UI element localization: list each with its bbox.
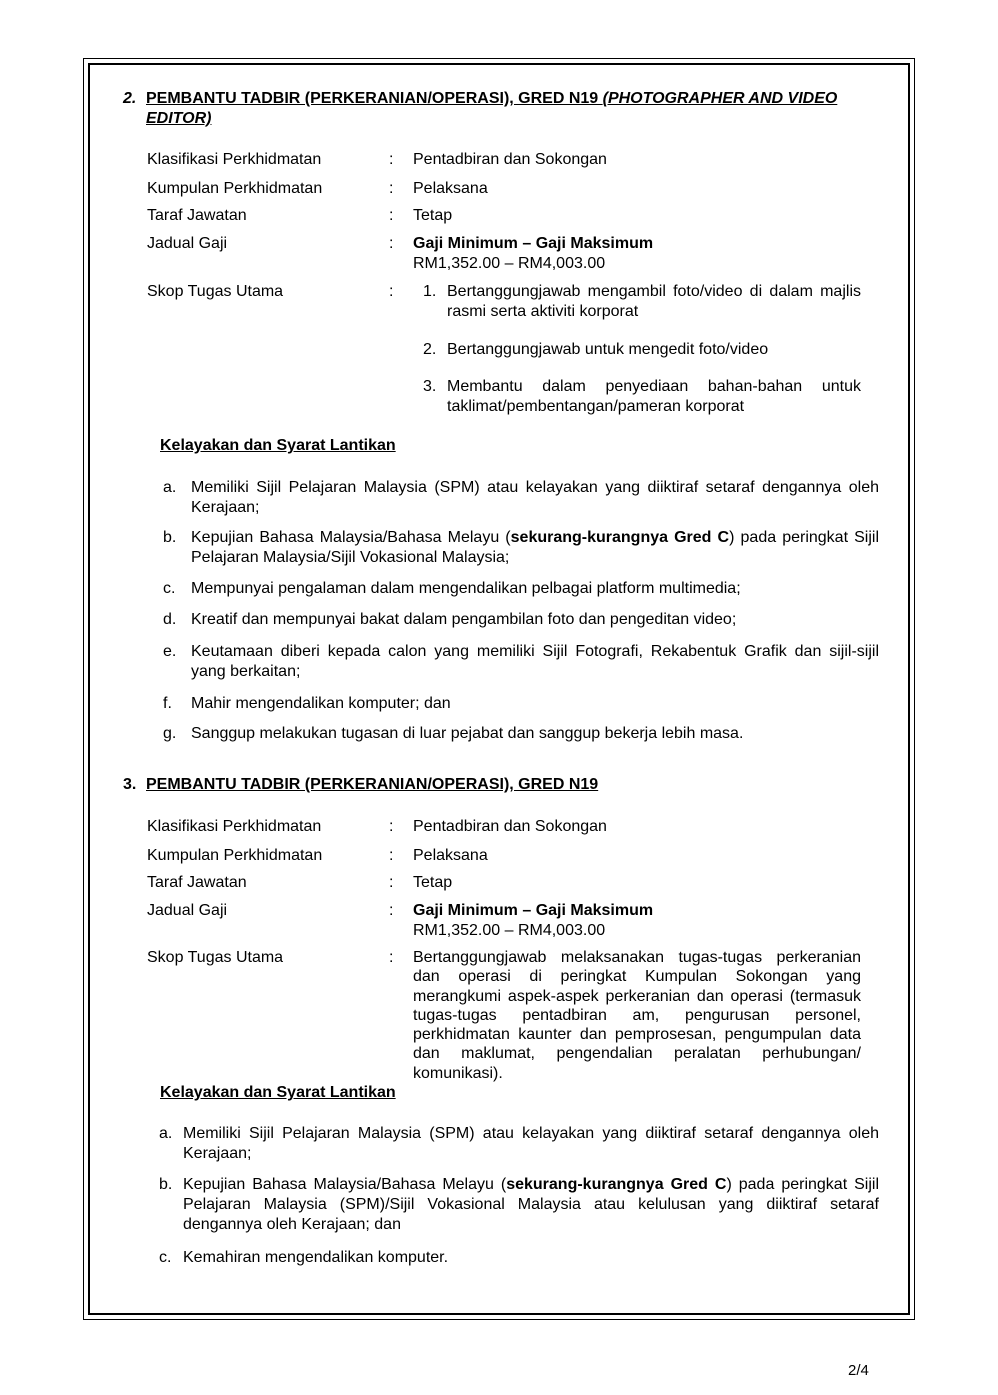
s3-gaji-range: RM1,352.00 – RM4,003.00 <box>413 922 606 939</box>
colon: : <box>389 818 394 835</box>
qual-label: e. <box>163 643 177 660</box>
s2-klasifikasi-value: Pentadbiran dan Sokongan <box>413 151 607 168</box>
task-text: Bertanggungjawab untuk mengedit foto/video <box>447 341 769 358</box>
s3-taraf-value: Tetap <box>413 874 453 891</box>
page-number: 2/4 <box>848 1362 869 1379</box>
colon: : <box>389 902 394 919</box>
s3-skop-label: Skop Tugas Utama <box>147 949 284 966</box>
s2-jadual-value <box>413 234 861 274</box>
task-text: Bertanggungjawab mengambil foto/video di dalam majlis rasmi serta aktiviti korporat <box>447 283 861 320</box>
s2-taraf-value: Tetap <box>413 207 453 224</box>
task-number: 3. <box>423 378 437 395</box>
colon: : <box>389 847 394 864</box>
qual-label: d. <box>163 611 177 628</box>
qual-text: Keutamaan diberi kepada calon yang memiliki Sijil Fotografi, Rekabentuk Grafik dan sijil-sijil yang berkaitan; <box>191 643 879 680</box>
s3-klasifikasi-label: Klasifikasi Perkhidmatan <box>147 818 322 835</box>
qual-text: Mahir mengendalikan komputer; dan <box>191 695 451 712</box>
s2-jadual-label: Jadual Gaji <box>147 235 228 252</box>
task-number: 1. <box>423 283 437 300</box>
colon: : <box>389 949 394 966</box>
qual-label: c. <box>159 1249 172 1266</box>
qual-label: b. <box>163 529 177 546</box>
s3-gaji-heading: Gaji Minimum – Gaji Maksimum <box>413 902 654 919</box>
s2-qualifications-heading: Kelayakan dan Syarat Lantikan <box>160 437 396 454</box>
s3-klasifikasi-value: Pentadbiran dan Sokongan <box>413 818 607 835</box>
qual-text: Mempunyai pengalaman dalam mengendalikan pelbagai platform multimedia; <box>191 580 741 597</box>
s3-taraf-label: Taraf Jawatan <box>147 874 247 891</box>
qual-text: Kemahiran mengendalikan komputer. <box>183 1249 449 1266</box>
section-2-number: 2. <box>123 90 137 107</box>
s2-kumpulan-value: Pelaksana <box>413 180 488 197</box>
task-text: Membantu dalam penyediaan bahan-bahan untuk taklimat/pembentangan/pameran korporat <box>447 378 861 415</box>
colon: : <box>389 207 394 224</box>
task-number: 2. <box>423 341 437 358</box>
section-3-number: 3. <box>123 776 137 793</box>
qual-label: g. <box>163 725 177 742</box>
qual-label: c. <box>163 580 176 597</box>
s2-gaji-heading: Gaji Minimum – Gaji Maksimum <box>413 235 654 252</box>
qual-text: Kepujian Bahasa Malaysia/Bahasa Melayu (sekurang-kurangnya Gred C) pada peringkat Sijil Pelajaran Malaysia/Sijil Vokasional Malaysia; <box>191 529 880 566</box>
colon: : <box>389 235 394 252</box>
qual-text: Sanggup melakukan tugasan di luar pejabat dan sanggup bekerja lebih masa. <box>191 725 744 742</box>
colon: : <box>389 151 394 168</box>
section-2-title: PEMBANTU TADBIR (PERKERANIAN/OPERASI), GRED N19 (PHOTOGRAPHER AND VIDEO EDITOR) <box>146 90 838 127</box>
qual-text: Memiliki Sijil Pelajaran Malaysia (SPM) atau kelayakan yang diiktiraf setaraf dengannya oleh Kerajaan; <box>191 479 879 516</box>
qual-text: Kepujian Bahasa Malaysia/Bahasa Melayu (sekurang-kurangnya Gred C) pada peringkat Sijil Pelajaran Malaysia (SPM)/Sijil Vokasional Malaysia atau kelulusan yang diiktiraf setaraf dengannya oleh Kerajaan; dan <box>183 1176 879 1233</box>
s3-jadual-label: Jadual Gaji <box>147 902 228 919</box>
qual-label: a. <box>163 479 177 496</box>
s3-skop-value: Bertanggungjawab melaksanakan tugas-tugas perkeranian dan operasi di peringkat Kumpulan Sokongan yang merangkumi aspek-aspek perkeranian dan operasi (termasuk tugas-tugas pentadbiran am, pengurusan personel, perkhidmatan kaunter dan pemprosesan, pengumpulan data dan maklumat, pengendalian peralatan perhubungan/ komunikasi). <box>413 949 861 1082</box>
colon: : <box>389 874 394 891</box>
qual-text: Memiliki Sijil Pelajaran Malaysia (SPM) atau kelayakan yang diiktiraf setaraf dengannya oleh Kerajaan; <box>183 1125 879 1162</box>
qual-label: a. <box>159 1125 173 1142</box>
qual-label: b. <box>159 1176 173 1193</box>
section-3-title: PEMBANTU TADBIR (PERKERANIAN/OPERASI), GRED N19 <box>146 776 599 793</box>
s3-kumpulan-value: Pelaksana <box>413 847 488 864</box>
s2-kumpulan-label: Kumpulan Perkhidmatan <box>147 180 323 197</box>
colon: : <box>389 180 394 197</box>
qual-text: Kreatif dan mempunyai bakat dalam pengambilan foto dan pengeditan video; <box>191 611 737 628</box>
colon: : <box>389 283 394 300</box>
s3-qualifications-heading: Kelayakan dan Syarat Lantikan <box>160 1084 396 1101</box>
s2-gaji-range: RM1,352.00 – RM4,003.00 <box>413 255 606 272</box>
qual-label: f. <box>163 695 172 712</box>
s3-jadual-value <box>413 901 861 941</box>
s3-kumpulan-label: Kumpulan Perkhidmatan <box>147 847 323 864</box>
s2-taraf-label: Taraf Jawatan <box>147 207 247 224</box>
s2-skop-label: Skop Tugas Utama <box>147 283 284 300</box>
s2-klasifikasi-label: Klasifikasi Perkhidmatan <box>147 151 322 168</box>
